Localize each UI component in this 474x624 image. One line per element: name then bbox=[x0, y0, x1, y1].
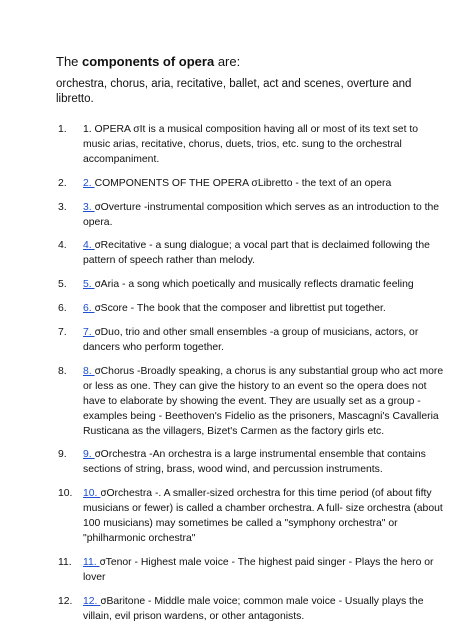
item-link[interactable]: 7. bbox=[83, 327, 95, 339]
symbol-glyph: σ bbox=[94, 279, 101, 291]
item-link[interactable]: 3. bbox=[83, 201, 95, 213]
heading-suffix: are: bbox=[214, 54, 241, 69]
item-link[interactable]: 8. bbox=[83, 365, 95, 377]
item-number: 8. bbox=[58, 365, 67, 377]
item-link[interactable]: 6. bbox=[83, 303, 95, 315]
list-item bbox=[58, 365, 448, 440]
item-text: Aria - a song which poetically and musically reflects dramatic feeling bbox=[100, 279, 414, 291]
item-link[interactable]: 2. bbox=[83, 177, 95, 189]
document-heading bbox=[56, 54, 446, 70]
item-text: Orchestra -. A smaller-sized orchestra for this time period (of about fifty musicians or fewer) is called a chamber orchestra. A full- size orchestra (about 100 musicians) may sometimes be called a "symphony orchestra" or "philharmonic orchestra" bbox=[83, 488, 443, 544]
item-link[interactable]: 10. bbox=[83, 488, 101, 500]
heading-emphasis: components of opera bbox=[82, 54, 215, 69]
item-number: 9. bbox=[58, 449, 67, 461]
item-number: 6. bbox=[58, 303, 67, 315]
components-list bbox=[58, 123, 448, 624]
item-text: COMPONENTS OF THE OPERA σLibretto - the text of an opera bbox=[94, 177, 392, 189]
symbol-glyph: σ bbox=[100, 595, 107, 607]
symbol-glyph: σ bbox=[100, 488, 107, 500]
item-number: 10. bbox=[58, 488, 73, 500]
item-text: Chorus -Broadly speaking, a chorus is any substantial group who act more or less as one. They can give the history to an event so the opera does not have to elaborate by showing the event. They are usually set as a group - examples being - Beethoven's Fidelio as the prisoners, Mascagni's Cavalleria Rusticana as the villagers, Bizet's Carmen as the factory girls etc. bbox=[83, 365, 444, 437]
item-link[interactable]: 11. bbox=[83, 556, 100, 568]
intro-paragraph: orchestra, chorus, aria, recitative, ballet, act and scenes, overture and libretto. bbox=[56, 78, 412, 105]
item-link[interactable]: 4. bbox=[83, 240, 95, 252]
symbol-glyph: σ bbox=[94, 201, 101, 213]
item-number: 3. bbox=[58, 201, 67, 213]
item-link[interactable]: 12. bbox=[83, 595, 101, 607]
list-item bbox=[58, 487, 448, 547]
item-number: 11. bbox=[58, 556, 72, 568]
symbol-glyph: σ bbox=[94, 327, 101, 339]
item-link[interactable]: 5. bbox=[83, 279, 95, 291]
symbol-glyph: σ bbox=[94, 240, 101, 252]
item-number: 12. bbox=[58, 595, 73, 607]
item-link[interactable]: 9. bbox=[83, 449, 95, 461]
list-item bbox=[58, 278, 448, 293]
item-text: Recitative - a sung dialogue; a vocal part that is declaimed following the pattern of speech rather than melody. bbox=[83, 240, 430, 267]
list-item bbox=[58, 302, 448, 317]
item-text: Tenor - Highest male voice - The highest paid singer - Plays the hero or lover bbox=[83, 556, 434, 583]
list-item bbox=[58, 239, 448, 269]
list-item bbox=[58, 326, 448, 356]
list-item bbox=[58, 556, 448, 586]
symbol-glyph: σ bbox=[94, 449, 101, 461]
symbol-glyph: σ bbox=[99, 556, 106, 568]
list-item bbox=[58, 595, 448, 624]
item-text: 1. OPERA σIt is a musical composition having all or most of its text set to music arias, recitative, chorus, duets, trios, etc. sung to the orchestral accompaniment. bbox=[83, 124, 419, 165]
item-number: 2. bbox=[58, 177, 67, 189]
symbol-glyph: σ bbox=[94, 303, 101, 315]
heading-prefix: The bbox=[56, 54, 83, 69]
item-text: Orchestra -An orchestra is a large instrumental ensemble that contains sections of string, brass, wood wind, and percussion instruments. bbox=[83, 449, 426, 476]
item-number: 1. bbox=[58, 124, 67, 135]
list-item bbox=[58, 201, 448, 231]
item-number: 4. bbox=[58, 240, 67, 252]
item-number: 7. bbox=[58, 327, 67, 339]
list-item bbox=[58, 448, 448, 478]
symbol-glyph: σ bbox=[94, 365, 101, 377]
item-text: Overture -instrumental composition which serves as an introduction to the opera. bbox=[83, 201, 440, 228]
item-text: Duo, trio and other small ensembles -a group of musicians, actors, or dancers who perform together. bbox=[83, 327, 419, 353]
item-text: Score - The book that the composer and librettist put together. bbox=[100, 303, 386, 315]
item-number: 5. bbox=[58, 279, 67, 291]
list-item bbox=[58, 177, 448, 192]
item-text: Baritone - Middle male voice; common male voice - Usually plays the villain, evil prison wardens, or other antagonists. bbox=[83, 595, 424, 622]
list-item bbox=[58, 123, 448, 168]
